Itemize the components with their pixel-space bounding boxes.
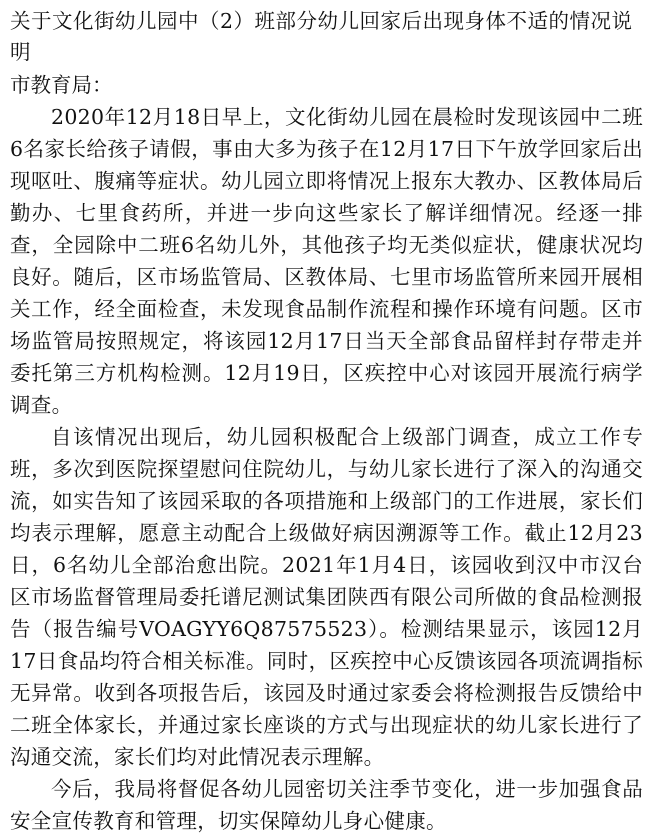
body-paragraph-2: 自该情况出现后，幼儿园积极配合上级部门调查，成立工作专班，多次到医院探望慰问住院幼儿，与幼儿家长进行了深入的沟通交流，如实告知了该园采取的各项措施和上级部门的工作进展，家长们均表示理解，愿意主动配合上级做好病因溯源等工作。截止12月23日，6名幼儿全部治愈出院。2021年1月4日，该园收到汉中市汉台区市场监督管理局委托谱尼测试集团陕西有限公司所做的食品检测报告（报告编号VOAGYY6Q87575523）。检测结果显示，该园12月17日食品均符合相关标准。同时，区疾控中心反馈该园各项流调指标无异常。收到各项报告后，该园及时通过家委会将检测报告反馈给中二班全体家长，并通过家长座谈的方式与出现症状的幼儿家长进行了沟通交流，家长们均对此情况表示理解。 xyxy=(10,425,643,769)
body-paragraph-1: 2020年12月18日早上，文化街幼儿园在晨检时发现该园中二班6名家长给孩子请假，事由大多为孩子在12月17日下午放学回家后出现呕吐、腹痛等症状。幼儿园立即将情况上报东大教办、区教体局后勤办、七里食药所，并进一步向这些家长了解详细情况。经逐一排查，全园除中二班6名幼儿外，其他孩子均无类似症状，健康状况均良好。随后，区市场监管局、区教体局、七里市场监管所来园开展相关工作，经全面检查，未发现食品制作流程和操作环境有问题。区市场监管局按照规定，将该园12月17日当天全部食品留样封存带走并委托第三方机构检测。12月19日，区疾控中心对该园开展流行病学调查。 xyxy=(10,105,643,417)
document-title: 关于文化街幼儿园中（2）班部分幼儿回家后出现身体不适的情况说明 xyxy=(10,9,633,64)
salutation: 市教育局： xyxy=(10,73,113,97)
body-paragraph-3: 今后，我局将督促各幼儿园密切关注季节变化，进一步加强食品安全宣传教育和管理，切实保障幼儿身心健康。 xyxy=(10,777,643,833)
